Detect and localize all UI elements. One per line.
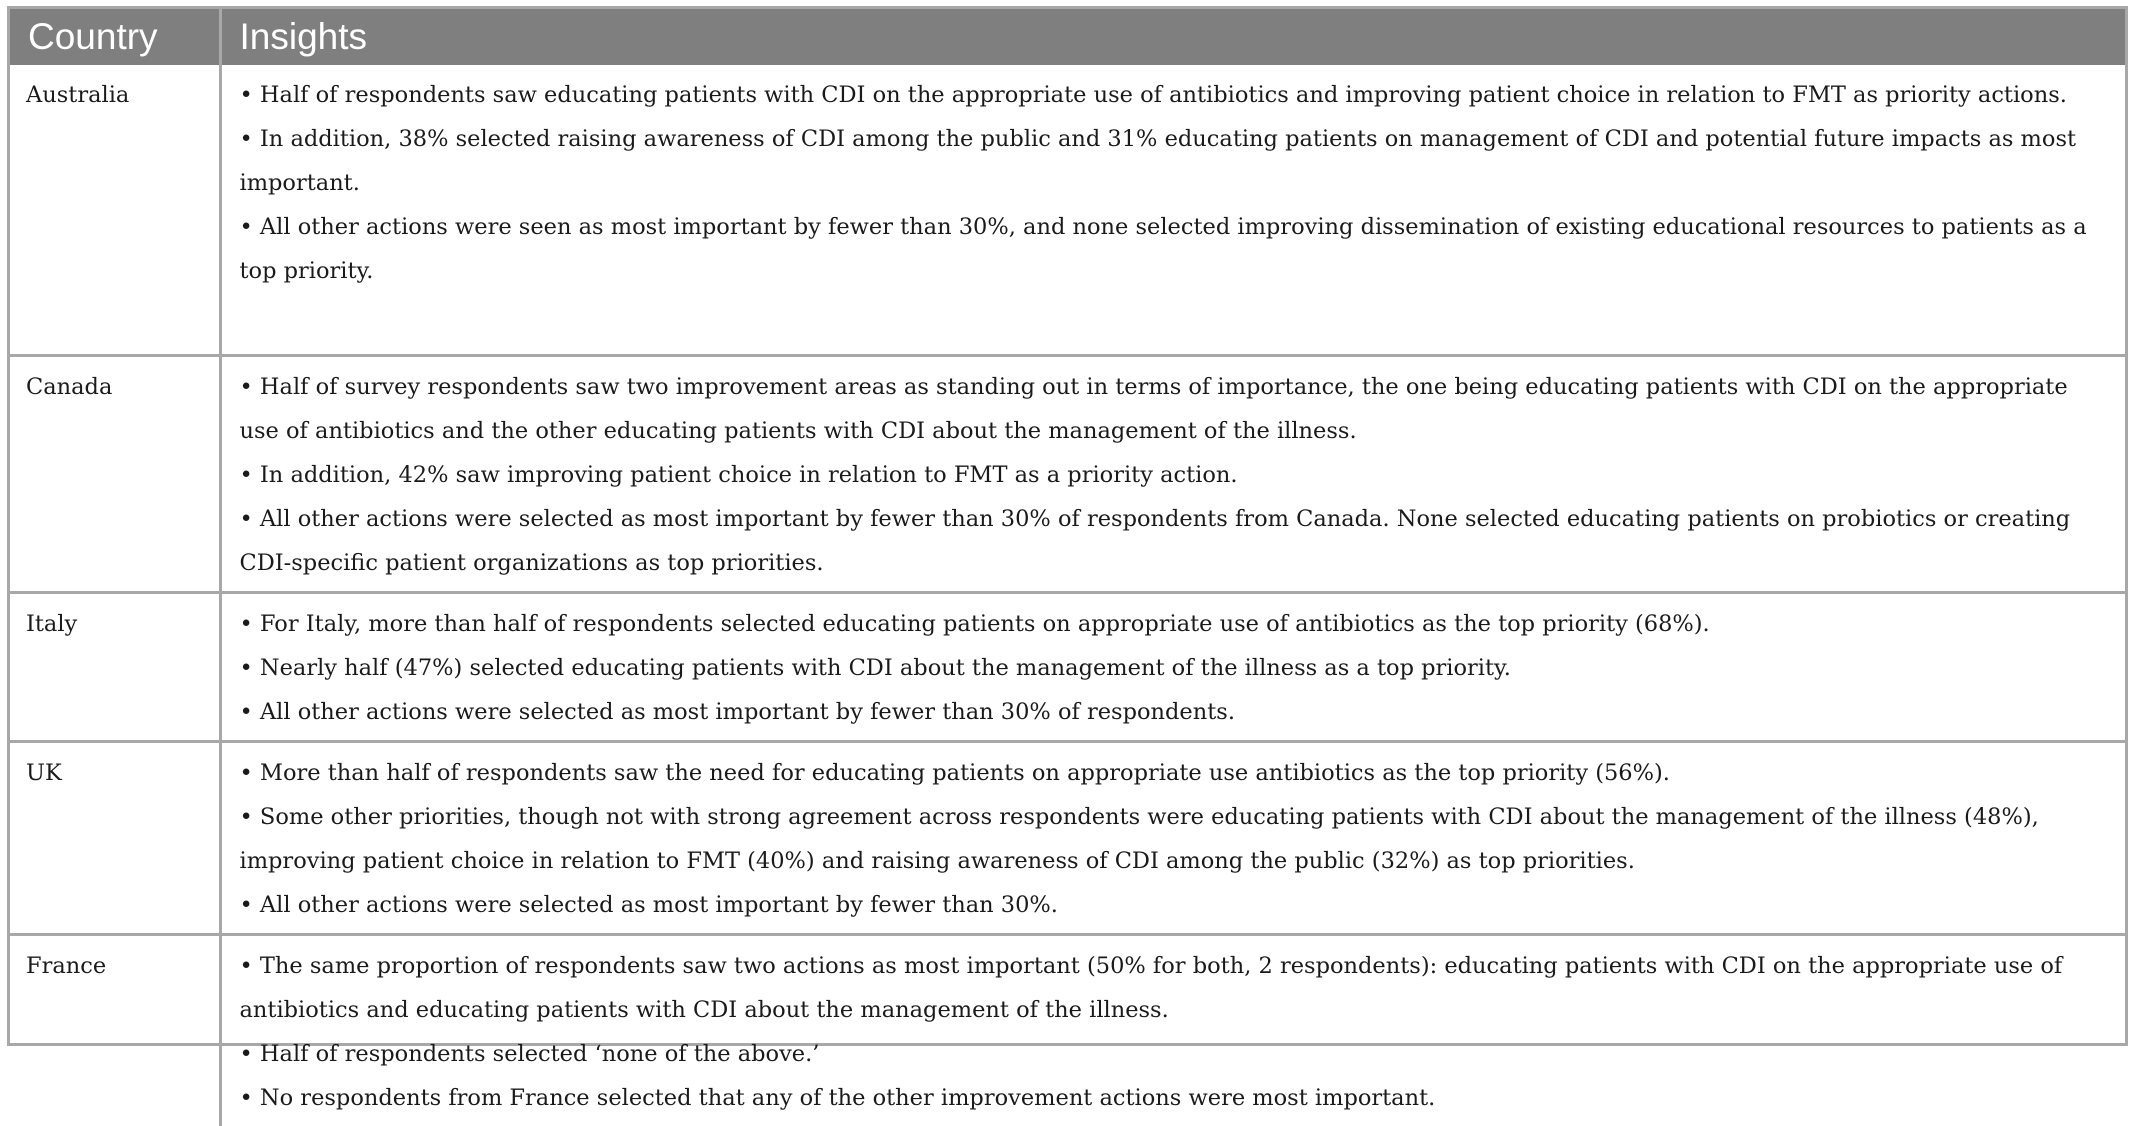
table-row xyxy=(10,65,2125,355)
insight-item: • More than half of respondents saw the need for educating patients on appropriate use antibiotics as the top priority (56%). xyxy=(239,759,1670,786)
insight-item: • In addition, 42% saw improving patient choice in relation to FMT as a priority action. xyxy=(239,461,1238,488)
insight-item: • All other actions were selected as most important by fewer than 30% of respondents from Canada. None selected educating patients on probiotics or creating CDI-specific patient organizations as top priorities. xyxy=(239,505,2071,576)
insight-item: • In addition, 38% selected raising awareness of CDI among the public and 31% educating patients on management of CDI and potential future impacts as most important. xyxy=(239,126,2077,196)
country-cell: Italy xyxy=(10,592,220,741)
country-cell: Canada xyxy=(10,355,220,592)
insights-cell xyxy=(220,741,2125,934)
table-row xyxy=(10,355,2125,592)
insights-cell xyxy=(220,65,2125,355)
country-cell: Australia xyxy=(26,82,130,108)
table-row xyxy=(10,741,2125,934)
country-cell: France xyxy=(10,934,220,1126)
insight-item: • Half of respondents selected ‘none of the above.’ xyxy=(239,1040,820,1067)
insight-item: • Some other priorities, though not with strong agreement across respondents were educating patients with CDI about the management of the illness (48%), improving patient choice in relation to FMT (40%) and raising awareness of CDI among the public (32%) as top priorities. xyxy=(239,803,2039,874)
insight-item: • The same proportion of respondents saw two actions as most important (50% for both, 2 respondents): educating patients with CDI on the appropriate use of antibiotics and educating patients with CDI about the management of the illness. xyxy=(239,952,2063,1023)
header-country: Country xyxy=(10,9,220,65)
insight-item: • For Italy, more than half of respondents selected educating patients on appropriate use of antibiotics as the top priority (68%). xyxy=(239,610,1710,637)
header-insights: Insights xyxy=(220,9,2125,65)
insights-cell xyxy=(220,355,2125,592)
insight-item: • All other actions were selected as most important by fewer than 30%. xyxy=(239,891,1058,918)
insight-item: • No respondents from France selected that any of the other improvement actions were most important. xyxy=(239,1084,1436,1111)
insight-item: • Half of respondents saw educating patients with CDI on the appropriate use of antibiotics and improving patient choice in relation to FMT as priority actions. xyxy=(239,82,2067,108)
insight-item: • Half of survey respondents saw two improvement areas as standing out in terms of importance, the one being educating patients with CDI on the appropriate use of antibiotics and the other educating patients with CDI about the management of the illness. xyxy=(239,373,2068,444)
country-insights-table xyxy=(10,9,2125,1126)
insight-item: • All other actions were selected as most important by fewer than 30% of respondents. xyxy=(239,698,1235,725)
table-row xyxy=(10,592,2125,741)
insights-cell xyxy=(220,934,2125,1126)
insight-item: • Nearly half (47%) selected educating patients with CDI about the management of the illness as a top priority. xyxy=(239,654,1511,681)
table-header-row xyxy=(10,9,2125,65)
country-cell: UK xyxy=(10,741,220,934)
insights-cell xyxy=(220,592,2125,741)
insight-item: • All other actions were seen as most important by fewer than 30%, and none selected improving dissemination of existing educational resources to patients as a top priority. xyxy=(239,214,2087,284)
insights-table-container xyxy=(7,6,2128,1111)
table-row xyxy=(10,934,2125,1126)
